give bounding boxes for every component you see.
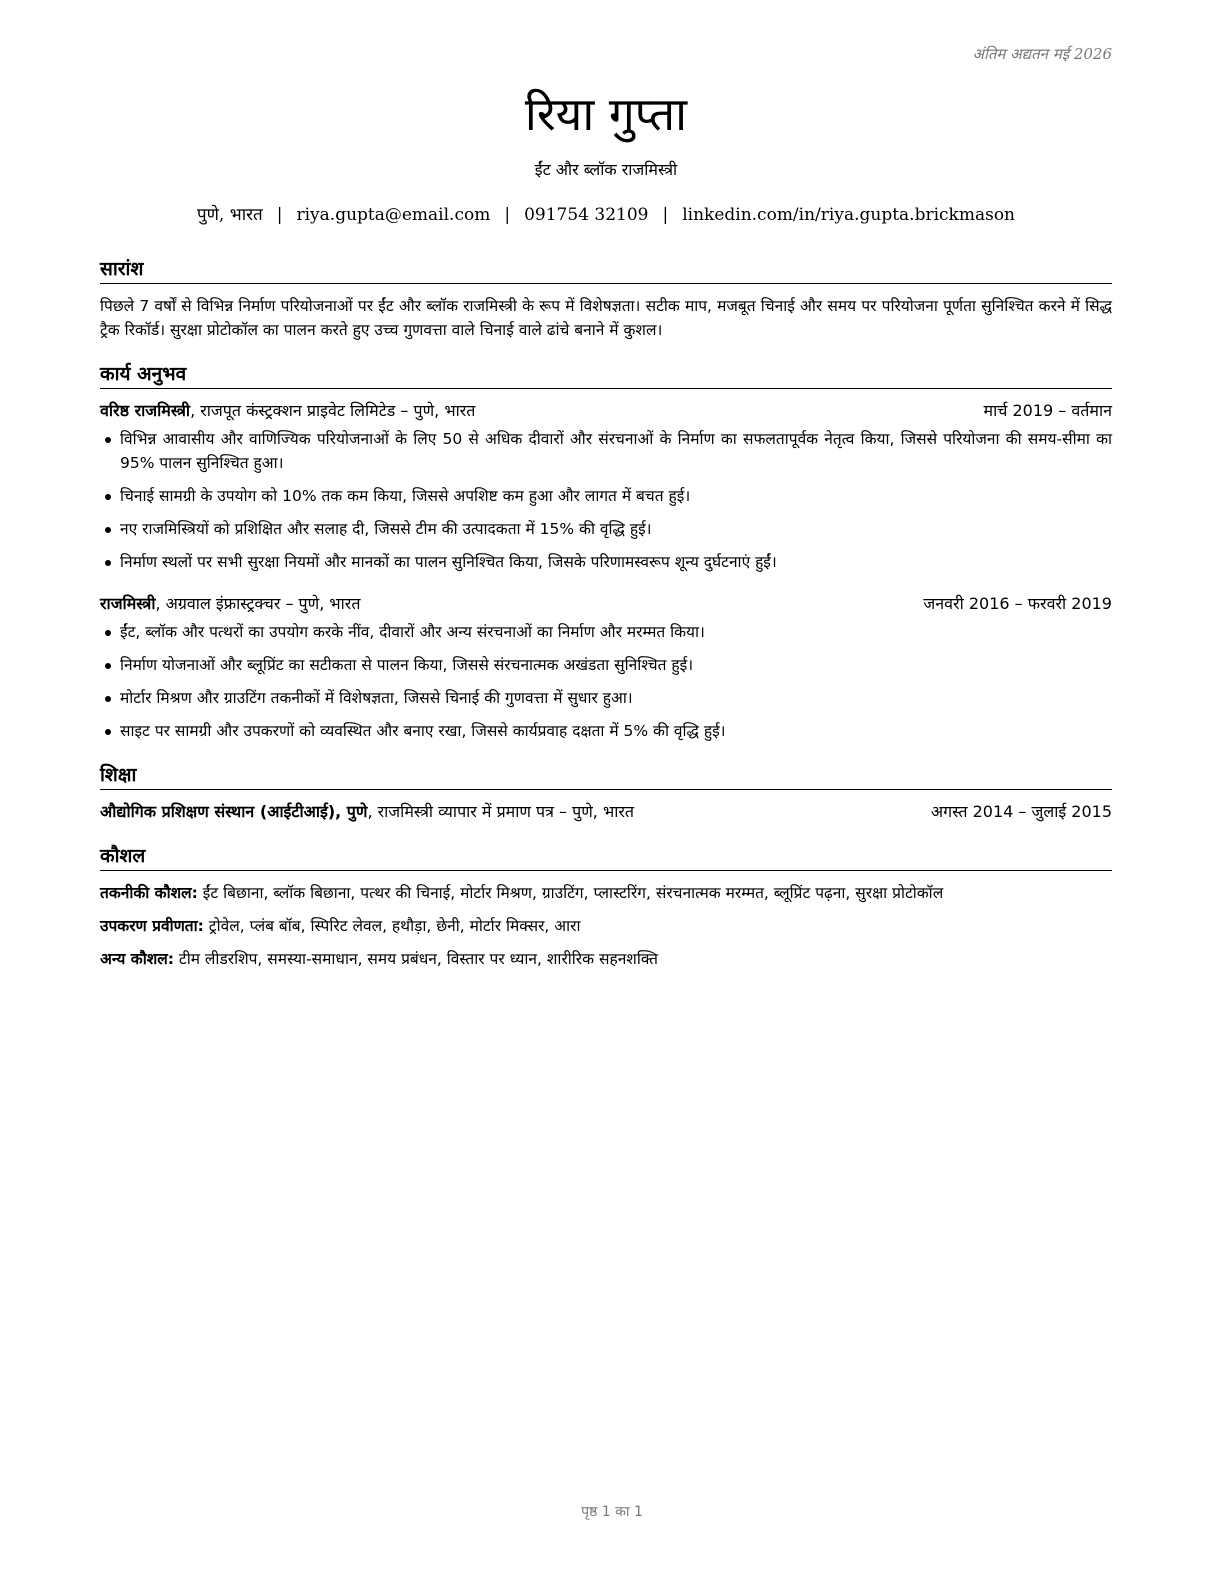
- education-dates: अगस्त 2014 – जुलाई 2015: [930, 802, 1112, 821]
- skill-row-technical: [100, 881, 1112, 905]
- contact-email[interactable]: riya.gupta@email.com: [296, 205, 491, 225]
- contact-line: [100, 202, 1112, 225]
- resume-page: [100, 40, 1112, 980]
- job-entry: [100, 592, 1112, 743]
- bullet-item: नए राजमिस्त्रियों को प्रशिक्षित और सलाह दी, जिससे टीम की उत्पादकता में 15% की वृद्धि हुई।: [100, 517, 1112, 541]
- job-dates: जनवरी 2016 – फरवरी 2019: [923, 594, 1112, 613]
- job-role-company: [100, 399, 475, 423]
- bullet-item: चिनाई सामग्री के उपयोग को 10% तक कम किया, जिससे अपशिष्ट कम हुआ और लागत में बचत हुई।: [100, 484, 1112, 508]
- summary-text: पिछले 7 वर्षों से विभिन्न निर्माण परियोजनाओं पर ईंट और ब्लॉक राजमिस्त्री के रूप में विशेषज्ञता। सटीक माप, मजबूत चिनाई और समय पर परियोजना पूर्णता सुनिश्चित करने में सिद्ध ट्रैक रिकॉर्ड। सुरक्षा प्रोटोकॉल का पालन करते हुए उच्च गुणवत्ता वाले चिनाई वाले ढांचे बनाने में कुशल।: [100, 297, 1112, 339]
- candidate-name: रिया गुप्ता: [524, 87, 688, 141]
- skills-heading: कौशल: [100, 842, 1112, 871]
- job-bullets: [100, 427, 1112, 574]
- contact-location: पुणे, भारत: [196, 205, 263, 225]
- job-dates: मार्च 2019 – वर्तमान: [983, 401, 1112, 420]
- education-institution-detail: [100, 800, 634, 824]
- contact-separator: |: [504, 205, 511, 225]
- contact-phone: 091754 32109: [524, 205, 649, 225]
- job-company: , अग्रवाल इंफ्रास्ट्रक्चर – पुणे, भारत: [155, 594, 361, 613]
- bullet-item: निर्माण योजनाओं और ब्लूप्रिंट का सटीकता से पालन किया, जिससे संरचनात्मक अखंडता सुनिश्चित हुई।: [100, 653, 1112, 677]
- page-number: पृष्ठ 1 का 1: [581, 1504, 643, 1520]
- skill-value: ईंट बिछाना, ब्लॉक बिछाना, पत्थर की चिनाई, मोर्टार मिश्रण, ग्राउटिंग, प्लास्टरिंग, संरचनात्मक मरम्मत, ब्लूप्रिंट पढ़ना, सुरक्षा प्रोटोकॉल: [197, 884, 944, 902]
- bullet-item: साइट पर सामग्री और उपकरणों को व्यवस्थित और बनाए रखा, जिससे कार्यप्रवाह दक्षता में 5% की वृद्धि हुई।: [100, 719, 1112, 743]
- education-detail: , राजमिस्त्री व्यापार में प्रमाण पत्र – पुणे, भारत: [367, 802, 635, 821]
- job-role: राजमिस्त्री: [100, 594, 156, 613]
- summary-heading: सारांश: [100, 255, 1112, 284]
- skill-row-tools: [100, 914, 1112, 938]
- skill-value: टीम लीडरशिप, समस्या-समाधान, समय प्रबंधन, विस्तार पर ध्यान, शारीरिक सहनशक्ति: [173, 950, 658, 968]
- job-entry: [100, 399, 1112, 574]
- education-entry: [100, 800, 1112, 824]
- experience-heading: कार्य अनुभव: [100, 360, 1112, 389]
- skill-value: ट्रोवेल, प्लंब बॉब, स्पिरिट लेवल, हथौड़ा, छेनी, मोर्टार मिक्सर, आरा: [203, 917, 581, 935]
- job-header: [100, 399, 1112, 423]
- bullet-item: ईंट, ब्लॉक और पत्थरों का उपयोग करके नींव, दीवारों और अन्य संरचनाओं का निर्माण और मरम्मत किया।: [100, 620, 1112, 644]
- job-header: [100, 592, 1112, 616]
- job-company: , राजपूत कंस्ट्रक्शन प्राइवेट लिमिटेड – पुणे, भारत: [190, 401, 476, 420]
- bullet-item: निर्माण स्थलों पर सभी सुरक्षा नियमों और मानकों का पालन सुनिश्चित किया, जिसके परिणामस्वरूप शून्य दुर्घटनाएं हुईं।: [100, 550, 1112, 574]
- job-bullets: [100, 620, 1112, 743]
- education-heading: शिक्षा: [100, 761, 1112, 790]
- skill-row-other: [100, 947, 1112, 971]
- skill-label: उपकरण प्रवीणता:: [100, 917, 204, 935]
- job-role: वरिष्ठ राजमिस्त्री: [100, 401, 191, 420]
- skill-label: तकनीकी कौशल:: [100, 884, 198, 902]
- job-role-company: [100, 592, 360, 616]
- last-updated: अंतिम अद्यतन मई 2026: [972, 45, 1112, 63]
- contact-linkedin[interactable]: linkedin.com/in/riya.gupta.brickmason: [682, 205, 1015, 225]
- bullet-item: विभिन्न आवासीय और वाणिज्यिक परियोजनाओं के लिए 50 से अधिक दीवारों और संरचनाओं के निर्माण का सफलतापूर्वक नेतृत्व किया, जिससे परियोजना की समय-सीमा का 95% पालन सुनिश्चित हुआ।: [100, 427, 1112, 475]
- contact-separator: |: [276, 205, 283, 225]
- contact-separator: |: [662, 205, 669, 225]
- bullet-item: मोर्टार मिश्रण और ग्राउटिंग तकनीकों में विशेषज्ञता, जिससे चिनाई की गुणवत्ता में सुधार हुआ।: [100, 686, 1112, 710]
- job-title: ईंट और ब्लॉक राजमिस्त्री: [534, 160, 678, 179]
- education-institution: औद्योगिक प्रशिक्षण संस्थान (आईटीआई), पुणे: [100, 802, 368, 821]
- skill-label: अन्य कौशल:: [100, 950, 174, 968]
